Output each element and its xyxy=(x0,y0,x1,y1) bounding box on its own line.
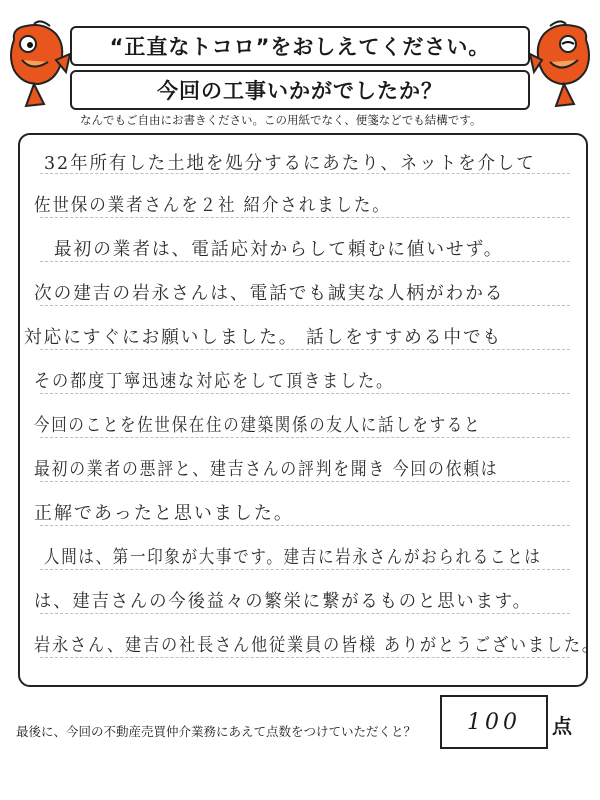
letter-line: 次の建吉の岩永さんは、電話でも誠実な人柄がわかる xyxy=(34,283,505,304)
fish-mascot-icon xyxy=(4,20,72,110)
ruled-line xyxy=(40,261,570,262)
letter-line: は、建吉さんの今後益々の繁栄に繋がるものと思います。 xyxy=(34,591,532,612)
letter-line: 最初の業者は、電話応対からして頼むに値いせず。 xyxy=(54,239,504,260)
ruled-line xyxy=(40,613,570,614)
letter-line: 32年所有した土地を処分するにあたり、ネットを介して xyxy=(44,153,536,174)
page-subtitle: 今回の工事いかがでしたか？ xyxy=(157,79,443,103)
letter-line: 佐世保の業者さんを２社 紹介されました。 xyxy=(34,195,391,216)
ruled-line xyxy=(40,217,570,218)
ruled-line xyxy=(40,349,570,350)
letter-line: 今回のことを佐世保在住の建築関係の友人に話しをすると xyxy=(34,415,482,436)
score-value: 100 xyxy=(467,709,521,735)
ruled-line xyxy=(40,437,570,438)
subtitle-banner xyxy=(70,70,530,110)
score-unit: 点 xyxy=(552,714,572,738)
letter-line: 人間は、第一印象が大事です。建吉に岩永さんがおられることは xyxy=(44,547,542,568)
ruled-line xyxy=(40,525,570,526)
page-title: “正直なトコロ”をおしえてください。 xyxy=(109,35,491,59)
instructions-text: なんでもご自由にお書きください。この用紙でなく、便箋などでも結構です。 xyxy=(80,113,482,127)
letter-line: その都度丁寧迅速な対応をして頂きました。 xyxy=(34,371,394,392)
ruled-line xyxy=(40,569,570,570)
letter-line: 岩永さん、建吉の社長さん他従業員の皆様 ありがとうございました。 xyxy=(34,635,600,656)
letter-line: 正解であったと思いました。 xyxy=(34,503,294,524)
score-box xyxy=(440,695,548,749)
fish-mascot-icon xyxy=(528,20,596,110)
ruled-line xyxy=(40,481,570,482)
handwritten-letter xyxy=(18,133,600,687)
title-banner xyxy=(70,26,530,66)
ruled-line xyxy=(40,305,570,306)
letter-line: 最初の業者の悪評と、建吉さんの評判を聞き 今回の依頼は xyxy=(34,459,499,480)
ruled-line xyxy=(40,657,570,658)
score-question: 最後に、今回の不動産売買仲介業務にあえて点数をつけていただくと？ xyxy=(16,724,417,739)
ruled-line xyxy=(40,393,570,394)
letter-line: 対応にすぐにお願いしました。 話しをすすめる中でも xyxy=(24,327,503,348)
